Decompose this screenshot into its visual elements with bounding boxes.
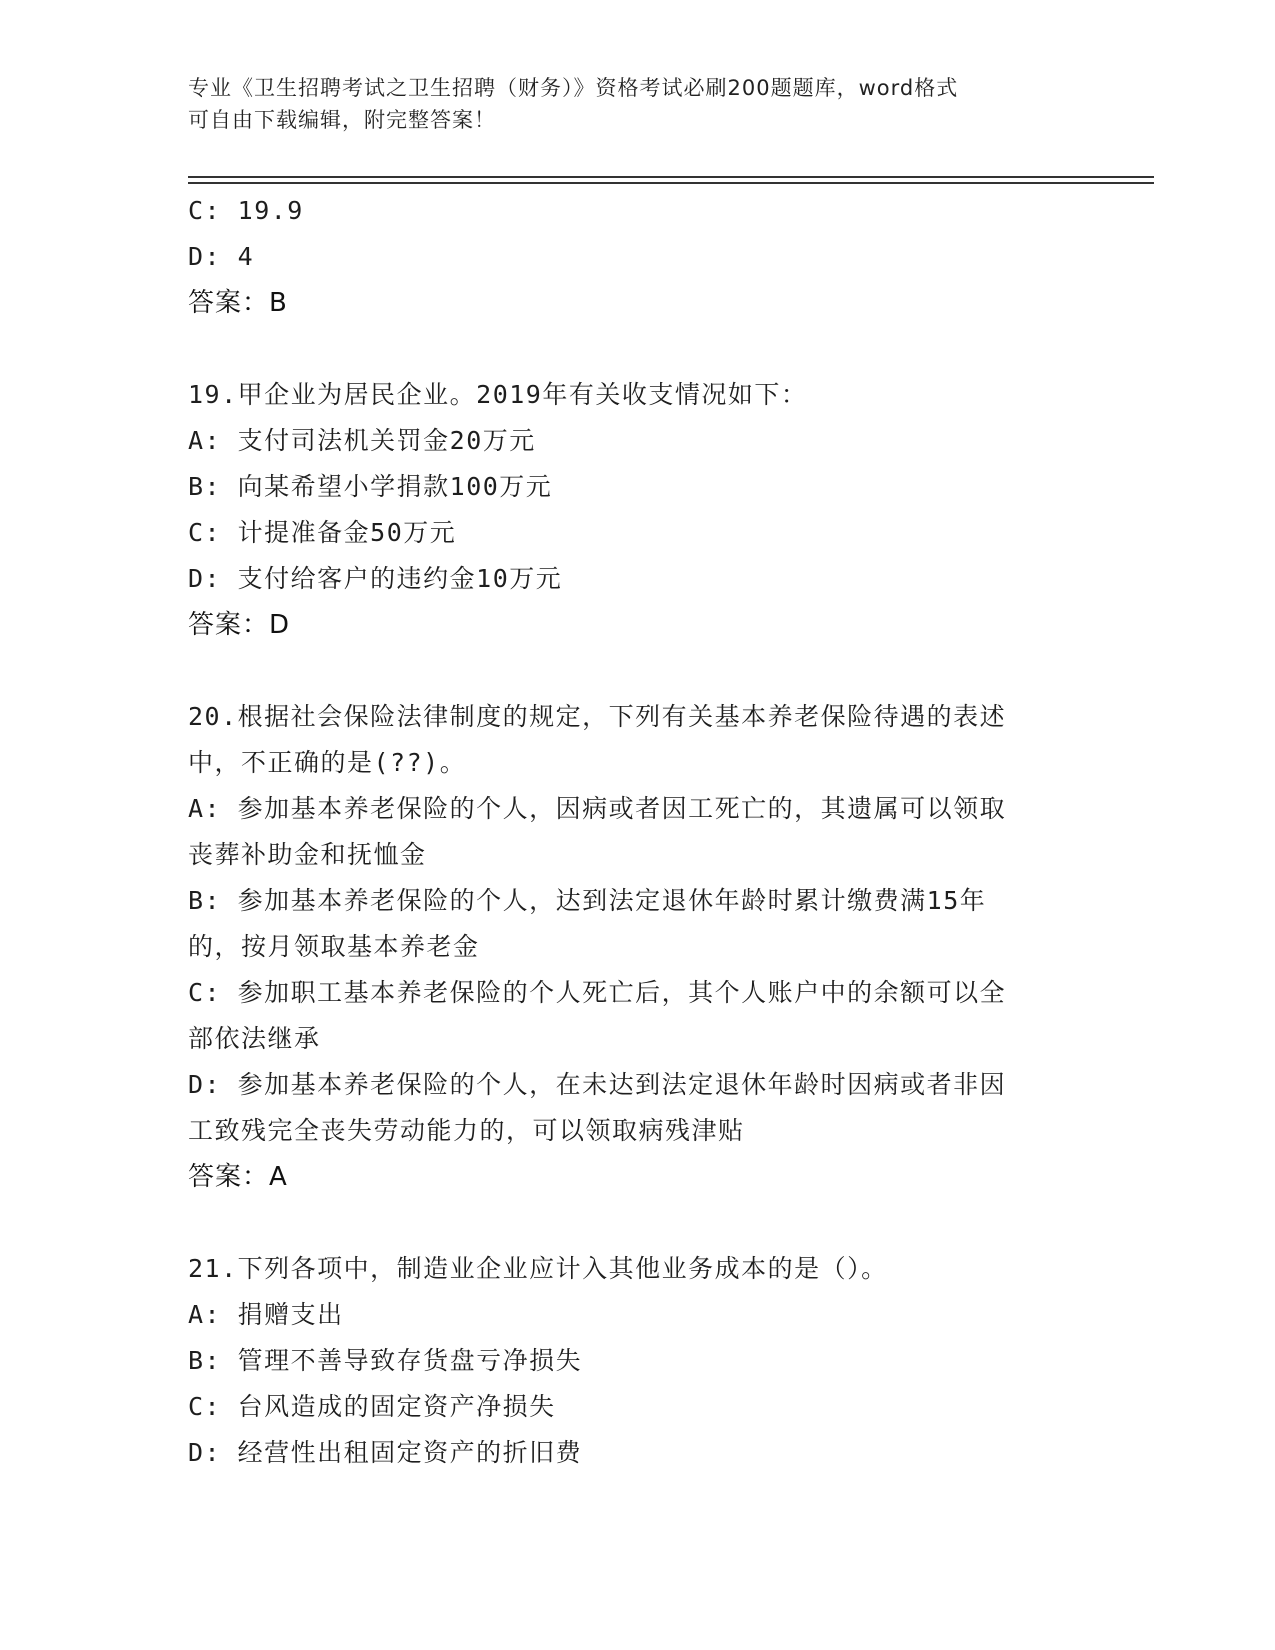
spacer bbox=[188, 648, 1088, 694]
option-b: B: 参加基本养老保险的个人，达到法定退休年龄时累计缴费满15年 bbox=[188, 886, 987, 915]
question-21 bbox=[188, 1246, 1088, 1476]
question-stem: 19.甲企业为居民企业。2019年有关收支情况如下： bbox=[188, 380, 808, 409]
option-d-continued: 工致残完全丧失劳动能力的，可以领取病残津贴 bbox=[188, 1116, 745, 1145]
answer-label: 答案：D bbox=[188, 610, 291, 640]
question-stem-continued: 中，不正确的是(??)。 bbox=[188, 748, 467, 777]
option-c: C: 参加职工基本养老保险的个人死亡后，其个人账户中的余额可以全 bbox=[188, 978, 1007, 1007]
question-content bbox=[188, 188, 1088, 1476]
option-a: A: 参加基本养老保险的个人，因病或者因工死亡的，其遗属可以领取 bbox=[188, 794, 1007, 823]
answer-label: 答案：B bbox=[188, 288, 288, 318]
option-b-continued: 的，按月领取基本养老金 bbox=[188, 932, 480, 961]
option-a: A: 支付司法机关罚金20万元 bbox=[188, 426, 536, 455]
header-title-line-2: 可自由下载编辑，附完整答案！ bbox=[188, 108, 496, 132]
question-20 bbox=[188, 694, 1088, 1200]
option-c-continued: 部依法继承 bbox=[188, 1024, 321, 1053]
option-a-continued: 丧葬补助金和抚恤金 bbox=[188, 840, 427, 869]
spacer bbox=[188, 1200, 1088, 1246]
option-d: D: 经营性出租固定资产的折旧费 bbox=[188, 1438, 583, 1467]
option-c: C: 计提准备金50万元 bbox=[188, 518, 457, 547]
header-divider-top bbox=[188, 176, 1154, 178]
option-d: D: 4 bbox=[188, 242, 255, 271]
document-header bbox=[188, 72, 1088, 136]
option-b: B: 向某希望小学捐款100万元 bbox=[188, 472, 553, 501]
question-19 bbox=[188, 372, 1088, 648]
option-a: A: 捐赠支出 bbox=[188, 1300, 344, 1329]
option-d: D: 支付给客户的违约金10万元 bbox=[188, 564, 563, 593]
option-d: D: 参加基本养老保险的个人，在未达到法定退休年龄时因病或者非因 bbox=[188, 1070, 1007, 1099]
option-b: B: 管理不善导致存货盘亏净损失 bbox=[188, 1346, 583, 1375]
answer-label: 答案：A bbox=[188, 1162, 288, 1192]
header-divider-bottom bbox=[188, 182, 1154, 184]
previous-question-tail bbox=[188, 188, 1088, 326]
question-stem: 21.下列各项中，制造业企业应计入其他业务成本的是（）。 bbox=[188, 1254, 888, 1283]
spacer bbox=[188, 326, 1088, 372]
header-title-line-1: 专业《卫生招聘考试之卫生招聘（财务）》资格考试必刷200题题库，word格式 bbox=[188, 76, 959, 100]
option-c: C: 19.9 bbox=[188, 196, 304, 225]
question-stem: 20.根据社会保险法律制度的规定，下列有关基本养老保险待遇的表述 bbox=[188, 702, 1007, 731]
option-c: C: 台风造成的固定资产净损失 bbox=[188, 1392, 556, 1421]
